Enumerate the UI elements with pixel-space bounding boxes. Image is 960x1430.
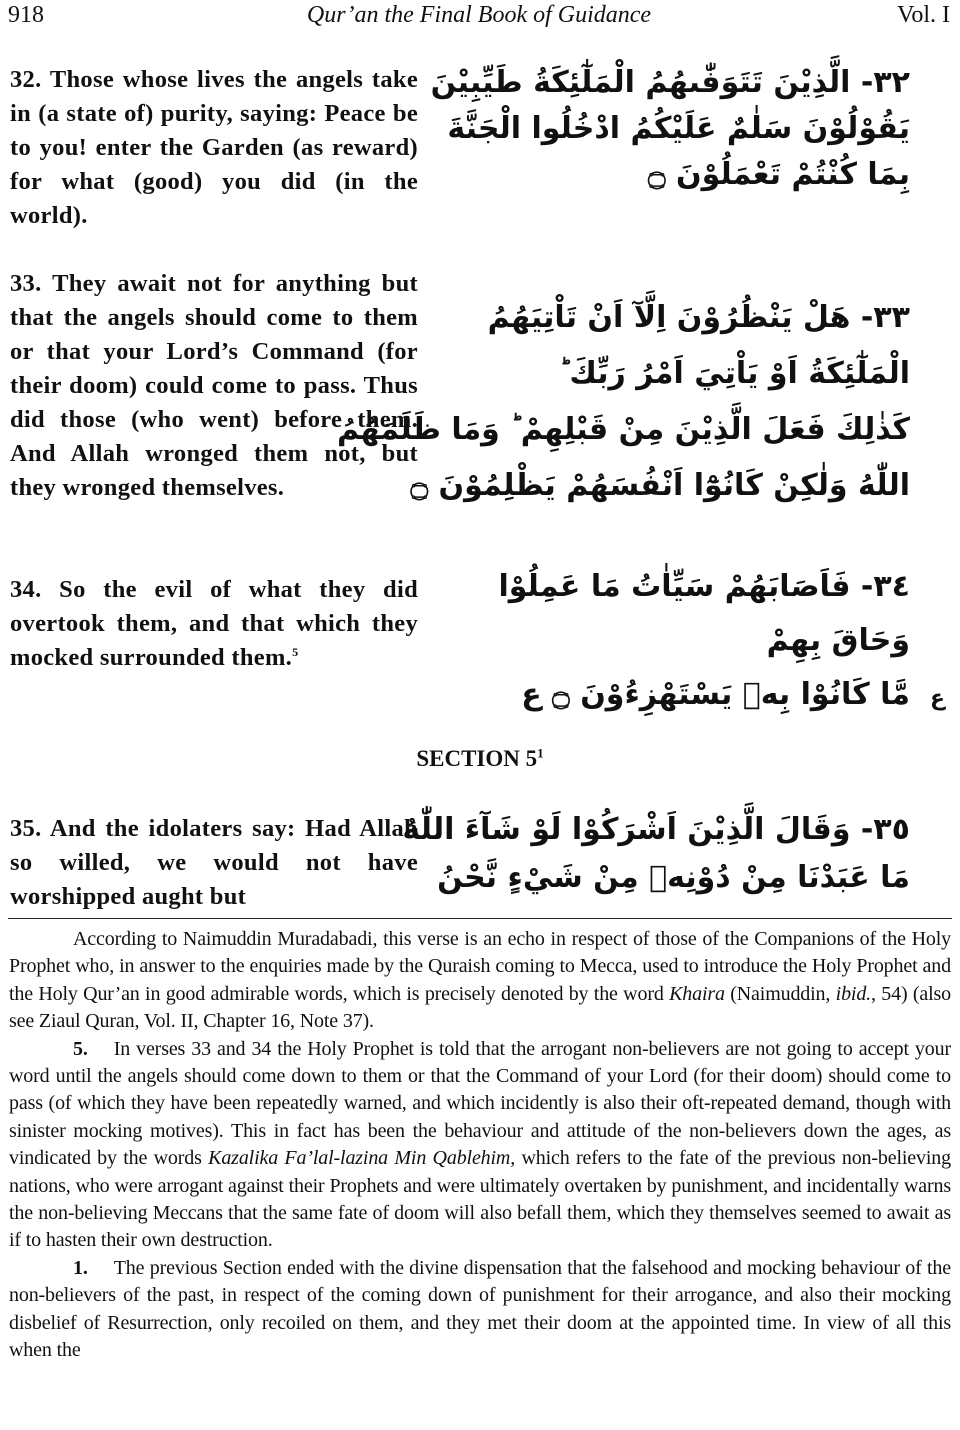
footnote-ref-5: 5: [292, 644, 299, 659]
arabic-line: كَذٰلِكَ فَعَلَ الَّذِيْنَ مِنْ قَبْلِهِمْ ؕ وَمَا ظَلَمَهُمُ: [336, 412, 910, 447]
running-title: Qur’an the Final Book of Guidance: [306, 2, 652, 28]
footnote-number: 5.: [73, 1037, 88, 1060]
verse-35-arabic: [402, 806, 910, 902]
arabic-line: ٣٤- فَاَصَابَهُمْ سَيِّاٰتُ مَا عَمِلُوْا: [498, 569, 910, 604]
footnote-text: The previous Section ended with the divine dispensation that the falsehood and mocking behaviour of the non-believers of the past, in respect of the coming down of punishment for their arrogance, and also their mocking disbelief of Resurrection, only recoiled on them, and they met their doom at the appointed time. In view of all this when the: [9, 1256, 951, 1362]
verse-34-translation: [10, 573, 418, 675]
arabic-line: بِمَا كُنْتُمْ تَعْمَلُوْنَ ۝: [648, 157, 910, 192]
footnote-text: According to Naimuddin Muradabadi, this verse is an echo in respect of those of the Companions of the Holy Prophet who, in answer to the enquiries made by the Quraish coming to Mecca, used to introduce the Holy Prophet and the Holy Qur’an in good admirable words, which is precisely denoted by the word: [9, 928, 951, 1005]
footnote-text: , 54) (also see Ziaul Quran, Vol. II, Chapter 16, Note 37).: [9, 982, 952, 1033]
page-number: 918: [8, 2, 44, 28]
verse-35-translation: 35. And the idolaters say: Had Allah so willed, we would not have worshipped aught but: [10, 815, 418, 910]
footnote-term: Khaira: [669, 982, 725, 1005]
ruku-mark: ع: [930, 686, 946, 711]
arabic-line: يَقُوْلُوْنَ سَلٰمٌ عَلَيْكُمُ ادْخُلُوا الْجَنَّةَ: [447, 111, 910, 146]
arabic-line: الْمَلٰٓئِكَةُ اَوْ يَاْتِيَ اَمْرُ رَبِّكَ ؕ: [558, 356, 910, 391]
footnote-text: In verses 33 and 34 the Holy Prophet is told that the arrogant non-believers are not going to accept your word until the angels should come down to them or that the Command of your Lord (for their doom) should come to pass (of which they have been repeatedly warned, and which incidently is also their oft-repeated demand, though with sinister mocking motives). This in fact has been the behaviour and attitude of the non-believers down the ages, as vindicated by the words: [9, 1037, 951, 1170]
arabic-line: مَّا كَانُوْا بِهٖ يَسْتَهْزِءُوْنَ ۝ ع: [521, 677, 910, 712]
arabic-line: اللّٰهُ وَلٰكِنْ كَانُوْٓا اَنْفُسَهُمْ يَظْلِمُوْنَ ۝: [410, 468, 910, 503]
footnote-text: which refers to the fate of the previous non-believing nations, who were arrogant against their Prophets and were ultimately overtaken by punishment, and incidentally warns the non-believing Meccans that the same fate of doom will also befall them, which they themselves seemed to await as if to hasten their own destruction.: [9, 1147, 951, 1252]
section-heading: [0, 746, 960, 772]
verse-32-arabic: [430, 60, 910, 198]
footnote-number: 1.: [73, 1256, 88, 1279]
footnote-carryover: [9, 926, 951, 1036]
arabic-line: ٣٥- وَقَالَ الَّذِيْنَ اَشْرَكُوْا لَوْ شَآءَ اللّٰهُ: [402, 812, 910, 847]
verse-34-arabic: [470, 560, 910, 722]
arabic-line: ٣٣- هَلْ يَنْظُرُوْنَ اِلَّآ اَنْ تَاْتِيَهُمُ: [487, 300, 910, 335]
section-footnote-ref: 1: [537, 745, 544, 761]
footnote-text: (Naimuddin,: [724, 982, 836, 1005]
footnote-1: [9, 1255, 951, 1365]
arabic-line: ٣٢- الَّذِيْنَ تَتَوَفّٰىهُمُ الْمَلٰٓئِكَةُ طَيِّبِيْنَ: [430, 65, 910, 100]
arabic-line: مَا عَبَدْنَا مِنْ دُوْنِهٖ مِنْ شَيْءٍ نَّحْنُ: [437, 860, 910, 895]
verse-33-arabic: [336, 290, 910, 514]
footnote-5: [9, 1036, 951, 1255]
footnote-ibid: ibid.: [835, 982, 872, 1005]
verse-32-translation: 32. Those whose lives the angels take in (a state of) purity, saying: Peace be to you! enter the Garden (as reward) for what (good) you did (in the world).: [10, 66, 418, 229]
footnote-divider: [8, 918, 952, 919]
volume-label: Vol. I: [897, 2, 950, 28]
footnote-term: Kazalika Fa’lal-lazina Min Qablehim,: [208, 1147, 516, 1170]
footnotes: [9, 926, 951, 1365]
verse-33-translation: 33. They await not for anything but that the angels should come to them or that your Lord’s Command (for their doom) could come to pass. Thus did those (who went) before them. And Allah wronged them not, but they wronged themselves.: [10, 270, 418, 501]
page-header: [8, 2, 950, 36]
section-heading-label: SECTION 5: [416, 746, 538, 771]
arabic-line: وَحَاقَ بِهِمْ: [766, 623, 910, 658]
verse-34-text: 34. So the evil of what they did overtook them, and that which they mocked surrounded them.: [10, 576, 418, 671]
